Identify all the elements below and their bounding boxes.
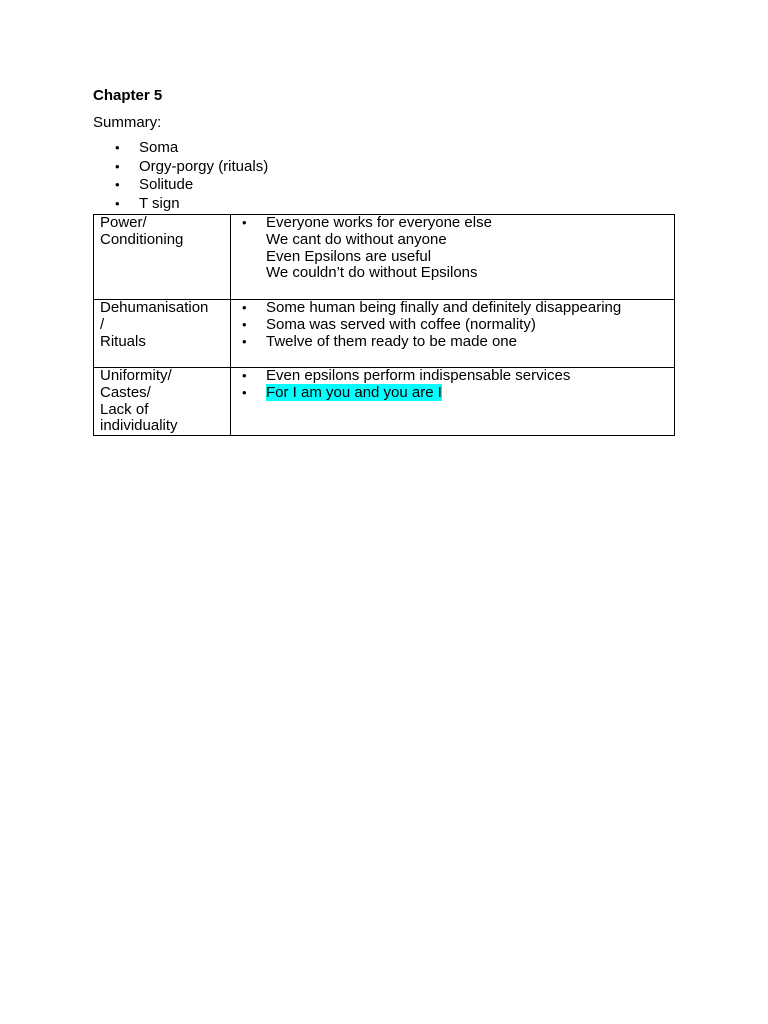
point-item <box>231 368 670 385</box>
chapter-title: Chapter 5 <box>93 87 163 104</box>
bullet-icon: • <box>115 158 120 174</box>
bullet-icon: • <box>115 177 120 192</box>
summary-item-text: Solitude <box>139 176 194 193</box>
topic-text: Conditioning <box>100 230 184 248</box>
topic-text: Rituals <box>100 332 146 350</box>
point-item <box>231 385 670 402</box>
summary-item <box>93 195 675 214</box>
points-list <box>231 215 670 282</box>
points-cell <box>231 215 675 300</box>
point-text: We cant do without anyone <box>266 230 447 248</box>
points-cell <box>231 368 675 436</box>
topic-text: Castes/ <box>100 383 151 401</box>
point-text: We couldn’t do without Epsilons <box>266 264 478 282</box>
point-item <box>231 232 670 249</box>
topic-text: individuality <box>100 417 178 435</box>
summary-item <box>93 139 675 158</box>
point-item <box>231 249 670 266</box>
bullet-icon: • <box>242 316 247 332</box>
summary-item <box>93 158 675 177</box>
bullet-icon: • <box>242 368 247 383</box>
points-list <box>231 300 670 350</box>
summary-item-text: Soma <box>139 139 179 156</box>
topic-text: Power/ <box>100 214 147 231</box>
summary-label: Summary: <box>93 114 162 131</box>
topic-text: Uniformity/ <box>100 367 172 384</box>
point-text: Twelve of them ready to be made one <box>266 332 517 350</box>
themes-table <box>93 214 675 436</box>
point-item <box>231 215 670 232</box>
bullet-icon: • <box>242 333 247 349</box>
points-list <box>231 368 670 402</box>
bullet-icon: • <box>242 215 247 230</box>
point-item <box>231 317 670 334</box>
document-page <box>93 86 675 436</box>
point-text: Even epsilons perform indispensable services <box>266 367 571 384</box>
point-text: Even Epsilons are useful <box>266 247 432 265</box>
table-row <box>94 300 675 368</box>
bullet-icon: • <box>115 140 120 155</box>
table-row <box>94 215 675 300</box>
topic-text: / <box>100 315 105 333</box>
bullet-icon: • <box>115 195 120 211</box>
summary-item <box>93 176 675 195</box>
point-text: Some human being finally and definitely disappearing <box>266 299 622 316</box>
bullet-icon: • <box>242 300 247 315</box>
topic-text: Lack of <box>100 400 149 418</box>
point-item <box>231 334 670 351</box>
points-cell <box>231 300 675 368</box>
topic-text: Dehumanisation <box>100 299 209 316</box>
point-item <box>231 265 670 282</box>
point-text: Soma was served with coffee (normality) <box>266 315 536 333</box>
table-row <box>94 368 675 436</box>
topic-cell <box>94 300 231 368</box>
point-item <box>231 300 670 317</box>
summary-item-text: T sign <box>139 194 180 212</box>
point-text: Everyone works for everyone else <box>266 214 492 231</box>
topic-cell <box>94 368 231 436</box>
highlighted-point-text: For I am you and you are I <box>266 383 442 401</box>
summary-list <box>93 139 675 213</box>
bullet-icon: • <box>242 384 247 400</box>
topic-cell <box>94 215 231 300</box>
summary-item-text: Orgy-porgy (rituals) <box>139 157 269 175</box>
